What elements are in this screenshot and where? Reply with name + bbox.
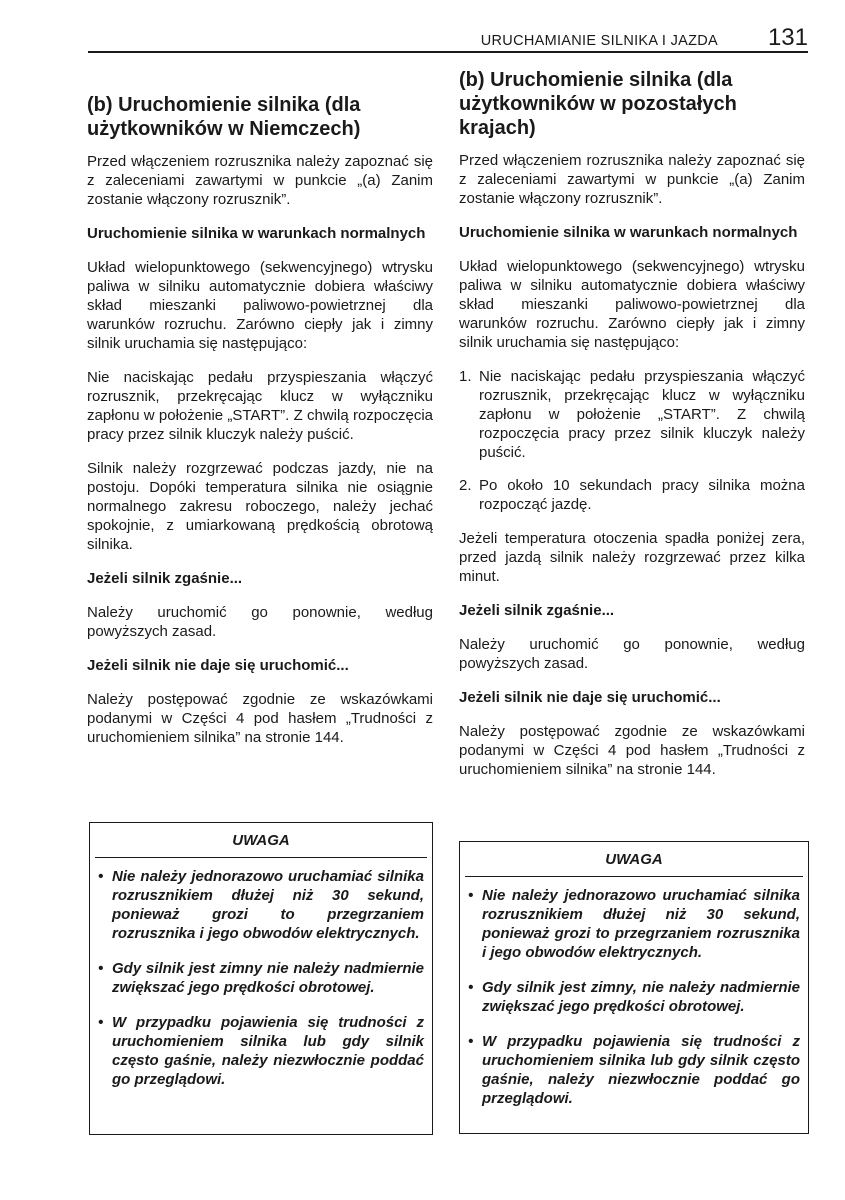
warning-item: • Nie należy jednorazowo uruchamiać silnika rozrusznikiem dłużej niż 30 sekund, ponieważ grozi to przegrzaniem rozrusznika i jego obwodów elektrycznych.: [98, 868, 424, 942]
step-item: [459, 476, 805, 514]
section-heading: (b) Uruchomienie silnika (dla użytkowników w Niemczech): [87, 94, 361, 140]
bullet-icon: •: [468, 1033, 474, 1050]
page-header: [88, 24, 808, 54]
bullet-icon: •: [468, 979, 474, 996]
start-steps-list: [459, 367, 805, 514]
engine-stalls-paragraph: Należy uruchomić go ponownie, według powyższych zasad.: [459, 636, 805, 672]
header-rule: [88, 51, 808, 53]
running-header-title: URUCHAMIANIE SILNIKA I JAZDA: [480, 33, 718, 49]
warm-up-paragraph: Silnik należy rozgrzewać podczas jazdy, nie na postoju. Dopóki temperatura silnika nie osiągnie normalnego zakresu roboczego, należy jechać spokojnie, z umiarkowaną prędkością obrotową silnika.: [87, 460, 433, 553]
step-number: 2.: [459, 477, 472, 494]
step-text: Nie naciskając pedału przyspieszania włączyć rozrusznik, przekręcając klucz w wyłączniku zapłonu w położenie „START”. Z chwilą rozpoczęcia pracy przez silnik kluczyk należy puścić.: [479, 368, 805, 461]
subheading-normal-start: Uruchomienie silnika w warunkach normalnych: [87, 225, 426, 242]
subheading-engine-wont-start: Jeżeli silnik nie daje się uruchomić...: [459, 689, 721, 706]
intro-paragraph: Przed włączeniem rozrusznika należy zapoznać się z zaleceniami zawartymi w punkcie „(a) Zanim zostanie włączony rozrusznik”.: [87, 153, 433, 208]
warning-list: [460, 877, 808, 1108]
page-number: 131: [767, 24, 808, 51]
bullet-icon: •: [98, 868, 104, 885]
engine-stalls-paragraph: Należy uruchomić go ponownie, według powyższych zasad.: [87, 604, 433, 640]
warning-item: • W przypadku pojawienia się trudności z uruchomieniem silnika lub gdy silnik często gaśnie, należy niezwłocznie poddać go przeglądowi.: [98, 1014, 424, 1088]
subheading-normal-start: Uruchomienie silnika w warunkach normalnych: [459, 224, 798, 241]
warning-list: [90, 858, 432, 1089]
warning-title: UWAGA: [605, 851, 663, 868]
step-number: 1.: [459, 368, 472, 385]
engine-wont-start-paragraph: Należy postępować zgodnie ze wskazówkami podanymi w Części 4 pod hasłem „Trudności z uruchomieniem silnika” na stronie 144.: [459, 723, 805, 778]
bullet-icon: •: [98, 960, 104, 977]
warning-item: • Gdy silnik jest zimny nie należy nadmiernie zwiększać jego prędkości obrotowej.: [98, 960, 424, 996]
section-heading: (b) Uruchomienie silnika (dla użytkowników w pozostałych krajach): [459, 69, 737, 139]
start-procedure-paragraph: Nie naciskając pedału przyspieszania włączyć rozrusznik, przekręcając klucz w wyłączniku zapłonu w położenie „START”. Z chwilą rozpoczęcia pracy przez silnik kluczyk należy puścić.: [87, 369, 433, 443]
warning-box: [89, 822, 433, 1135]
right-column: [459, 68, 805, 779]
warning-item: • Gdy silnik jest zimny, nie należy nadmiernie zwiększać jego prędkości obrotowej.: [468, 979, 800, 1015]
warning-title: UWAGA: [232, 832, 290, 849]
bullet-icon: •: [468, 887, 474, 904]
bullet-icon: •: [98, 1014, 104, 1031]
step-text: Po około 10 sekundach pracy silnika można rozpocząć jazdę.: [479, 477, 805, 513]
subheading-engine-stalls: Jeżeli silnik zgaśnie...: [459, 602, 615, 619]
warning-box: [459, 841, 809, 1134]
subheading-engine-wont-start: Jeżeli silnik nie daje się uruchomić...: [87, 657, 349, 674]
left-column: [87, 93, 433, 747]
intro-paragraph: Przed włączeniem rozrusznika należy zapoznać się z zaleceniami zawartymi w punkcie „(a) Zanim zostanie włączony rozrusznik”.: [459, 152, 805, 207]
subheading-engine-stalls: Jeżeli silnik zgaśnie...: [87, 570, 243, 587]
injection-paragraph: Układ wielopunktowego (sekwencyjnego) wtrysku paliwa w silniku automatycznie dobiera właściwy skład mieszanki paliwowo-powietrznej dla warunków rozruchu. Zarówno ciepły jak i zimny silnik uruchamia się następująco:: [459, 258, 805, 351]
engine-wont-start-paragraph: Należy postępować zgodnie ze wskazówkami podanymi w Części 4 pod hasłem „Trudności z uruchomieniem silnika” na stronie 144.: [87, 691, 433, 746]
step-item: [459, 367, 805, 462]
temperature-paragraph: Jeżeli temperatura otoczenia spadła poniżej zera, przed jazdą silnik należy rozgrzewać przez kilka minut.: [459, 530, 805, 585]
warning-item: • W przypadku pojawienia się trudności z uruchomieniem silnika lub gdy silnik często gaśnie, należy niezwłocznie poddać go przeglądowi.: [468, 1033, 800, 1107]
injection-paragraph: Układ wielopunktowego (sekwencyjnego) wtrysku paliwa w silniku automatycznie dobiera właściwy skład mieszanki paliwowo-powietrznej dla warunków rozruchu. Zarówno ciepły jak i zimny silnik uruchamia się następująco:: [87, 259, 433, 352]
warning-item: • Nie należy jednorazowo uruchamiać silnika rozrusznikiem dłużej niż 30 sekund, ponieważ grozi to przegrzaniem rozrusznika i jego obwodów elektrycznych.: [468, 887, 800, 961]
